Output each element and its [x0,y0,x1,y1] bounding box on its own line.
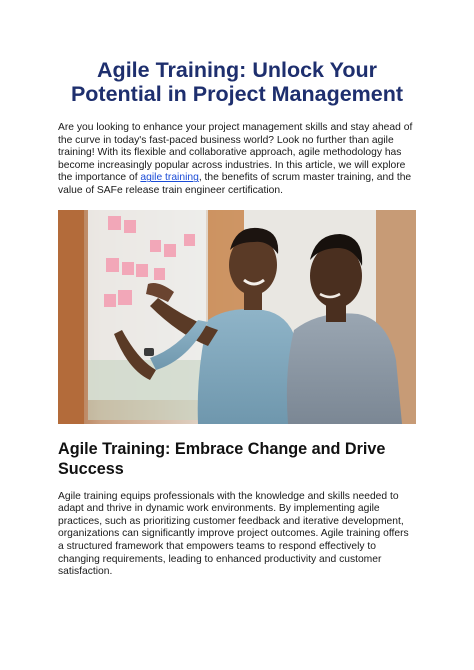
page-title: Agile Training: Unlock Your Potential in Project Management [70,58,404,106]
team-sticky-notes-photo [58,210,416,424]
section-paragraph: Agile training equips professionals with the knowledge and skills needed to adapt and thrive in dynamic work environments. By implementing agile practices, such as prioritizing customer feedback and iterative development, organizations can significantly improve project outcomes. Agile training offers a structured framework that empowers teams to respond effectively to changing requirements, leading to enhanced productivity and customer satisfaction. [58,490,409,578]
intro-paragraph [58,122,416,198]
intro-text-start: Are you looking to enhance your project management skills and stay ahead of the curve in today's fast-paced business world? Look no further than agile training! With its flexible and collaborative approach, agile methodology has become increasingly popular across industries. In this article, we will explore the importance of [58,122,413,184]
section-heading: Agile Training: Embrace Change and Drive Success [58,439,386,478]
agile-training-link[interactable]: agile training [140,172,199,184]
intro-text-end: , the benefits of scrum master training, and the value of SAFe release train engineer certification. [58,172,412,196]
